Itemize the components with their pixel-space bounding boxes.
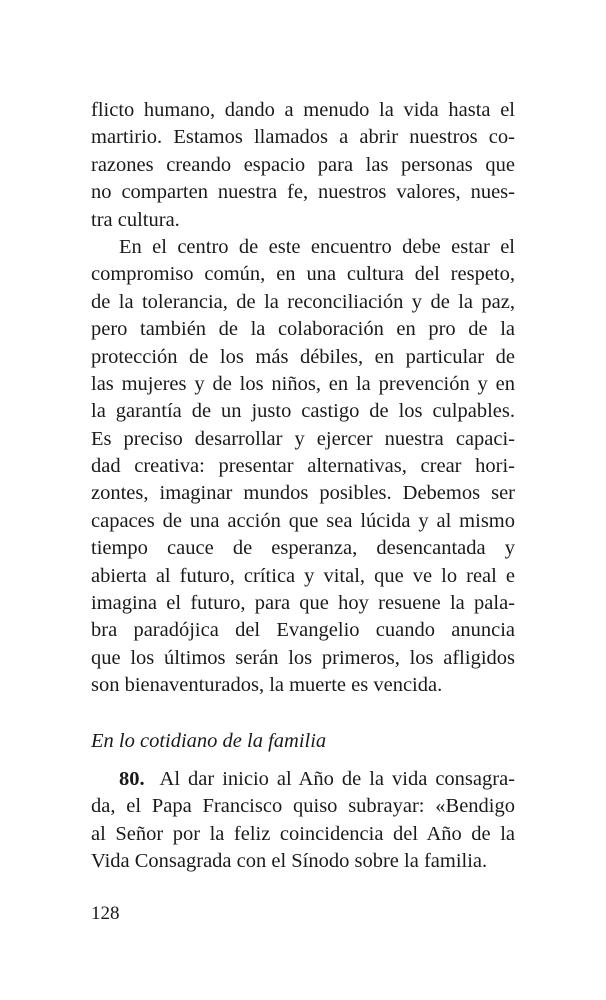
page-body (91, 97, 515, 876)
text-line: protección de los más débiles, en particular de (91, 345, 515, 368)
text-line: capaces de una acción que sea lúcida y al mismo (91, 509, 515, 532)
section-spacer (91, 700, 515, 728)
section-heading: En lo cotidiano de la familia (91, 729, 327, 752)
text-line: dad creativa: presentar alternativas, crear hori- (91, 455, 515, 478)
numbered-paragraph (91, 766, 515, 876)
text-line: martirio. Estamos llamados a abrir nuestros co- (91, 126, 515, 149)
text-line: la garantía de un justo castigo de los culpables. (91, 400, 515, 423)
text-line: de la tolerancia, de la reconciliación y de la paz, (91, 290, 515, 313)
paragraph-main (91, 234, 515, 700)
text-line: flicto humano, dando a menudo la vida hasta el (91, 99, 515, 121)
text-line: son bienaventurados, la muerte es vencida. (91, 674, 443, 697)
text-line: imagina el futuro, para que hoy resuene la pala- (91, 592, 515, 615)
text-line (91, 766, 515, 793)
heading-spacer (91, 755, 515, 766)
text-line: da, el Papa Francisco quiso subrayar: «Bendigo (91, 795, 515, 818)
page-number: 128 (91, 903, 120, 924)
text-line: tra cultura. (91, 208, 180, 231)
text-line: compromiso común, en una cultura del respeto, (91, 263, 515, 286)
text-line: zontes, imaginar mundos posibles. Debemos ser (91, 482, 515, 505)
text-line: pero también de la colaboración en pro de la (91, 318, 515, 341)
first-line-text: Al dar inicio al Año de la vida consagra- (159, 767, 515, 790)
text-line: al Señor por la feliz coincidencia del Año de la (91, 822, 515, 845)
text-line: tiempo cauce de esperanza, desencantada y (91, 537, 515, 560)
text-line: bra paradójica del Evangelio cuando anuncia (91, 619, 515, 642)
text-line: abierta al futuro, crítica y vital, que ve lo real e (91, 564, 515, 587)
text-line: las mujeres y de los niños, en la prevención y en (91, 372, 515, 395)
paragraph-continuation (91, 97, 515, 234)
text-line: Vida Consagrada con el Sínodo sobre la familia. (91, 850, 488, 873)
paragraph-number: 80. (119, 767, 145, 790)
text-line: no comparten nuestra fe, nuestros valores, nues- (91, 181, 515, 204)
text-line: En el centro de este encuentro debe estar el (119, 235, 515, 258)
text-line: que los últimos serán los primeros, los afligidos (91, 646, 515, 669)
text-line: razones creando espacio para las personas que (91, 153, 515, 176)
text-line: Es preciso desarrollar y ejercer nuestra capaci- (91, 427, 515, 450)
